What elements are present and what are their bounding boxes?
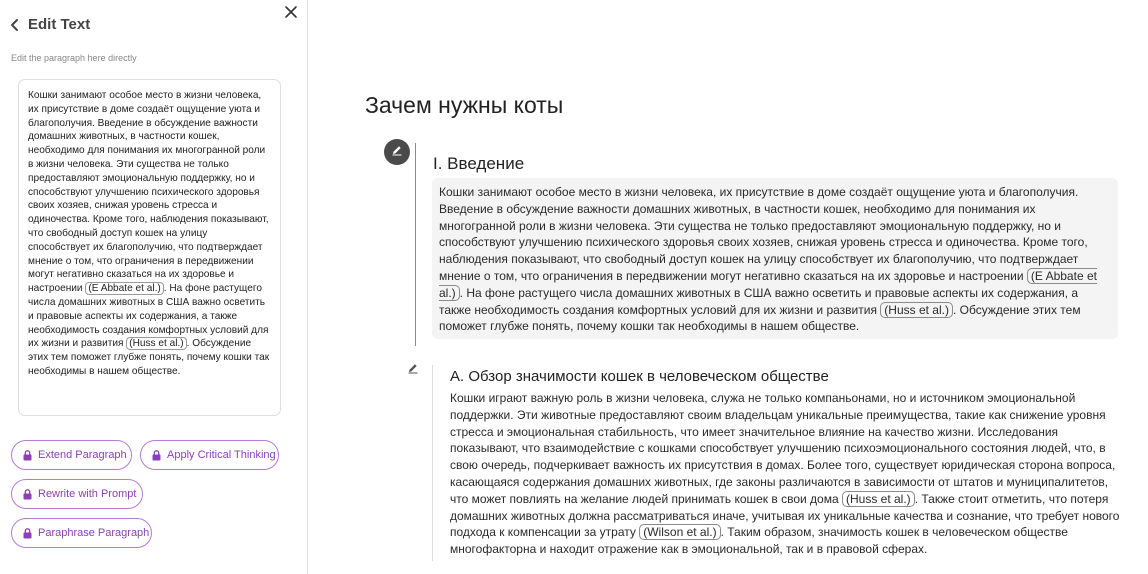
edit-text-panel [0,0,308,574]
citation[interactable]: (Wilson et al.) [639,524,720,540]
paragraph-text-part1: Кошки занимают особое место в жизни человека, их присутствие в доме создаёт ощущение уюта и благополучия. Введение в обсуждение важности домашних животных, в частности кошек, необходимо для понимания их многогранной роли в жизни человека. Эти существа не только предоставляют эмоциональную поддержку, но и способствуют улучшению психического здоровья своих хозяев, снижая уровень стресса и одиночества. Кроме того, наблюдения показывают, что свободный доступ кошек на улицу способствует их благополучию, что подтверждает мнение о том, что ограничения в передвижении могут негативно сказаться на их здоровье и настроении [28,90,269,295]
lock-icon [152,450,161,461]
section-text-part3: . Обсуждение этих тем поможет глубже понять, почему кошки так необходимы в нашем обществе. [439,302,1081,334]
paragraph-editor[interactable] [18,79,281,416]
subsection-heading: A. Обзор значимости кошек в человеческом обществе [450,368,829,385]
edit-section-button[interactable] [384,139,410,165]
subsection-text-part1: Кошки играют важную роль в жизни человека, служа не только компаньонами, но и источником эмоциональной поддержки. Эти животные предоставляют своим владельцам уникальные преимущества, такие как снижение уровня стресса и эмоциональная стабильность, что имеет значительное влияние на качество жизни. Исследования показывают, что взаимодействие с кошками способствует улучшению психоэмоционального состояния людей, что, в свою очередь, подчеркивает важность их присутствия в домах. Более того, существует юридическая сторона вопроса, касающаяся содержания домашних животных, где законы различаются в зависимости от штатов и муниципалитетов, что может повлиять на желание людей принимать кошек в свои дома [450,391,1116,506]
citation[interactable]: (Huss et al.) [842,491,915,507]
close-icon [282,8,300,25]
back-button[interactable] [8,16,90,33]
rewrite-with-prompt-button[interactable] [11,479,143,509]
section-active-line [415,143,416,346]
paragraph-text-part2: . На фоне растущего числа домашних животных в США важно осветить и правовые аспекты их содержания, а также необходимость создания комфортных условий для их жизни и развития [28,283,269,350]
section-paragraph[interactable] [432,178,1118,339]
lock-icon [23,450,32,461]
section-heading: I. Введение [433,154,525,173]
apply-critical-thinking-button[interactable] [140,440,279,470]
subsection-paragraph[interactable] [450,390,1122,558]
edit-subsection-button[interactable] [404,361,422,379]
panel-title: Edit Text [28,16,91,33]
close-button[interactable] [282,3,300,21]
section-text-part2: . На фоне растущего числа домашних животных в США важно осветить и правовые аспекты их содержания, а также необходимость создания комфортных условий для их жизни и развития [439,285,1079,317]
paragraph-text-part3: . Обсуждение этих тем поможет глубже понять, почему кошки так необходимы в нашем обществе. [28,338,270,377]
rewrite-with-prompt-label: Rewrite with Prompt [38,488,137,500]
lock-icon [23,489,32,500]
chevron-left-icon [8,18,22,32]
citation[interactable]: (Huss et al.) [880,302,953,318]
subsection-text-part3: . Таким образом, значимость кошек в человеческом обществе многофакторна и находит отражение как в эмоциональной, так и в правовой сферах. [450,525,1068,557]
lock-icon [23,528,32,539]
paragraph-citation: (E Abbate et al.) [85,282,163,295]
paraphrase-paragraph-button[interactable] [11,518,152,548]
subsection-text-part2: . Также стоит отметить, что потеря домашних животных должна рассматриваться иначе, учитывая их уникальные качества и сознание, что требует нового подхода к компенсации за утрату [450,491,1120,540]
subsection-line [432,365,433,561]
section-text-part1: Кошки занимают особое место в жизни человека, их присутствие в доме создаёт ощущение уюта и благополучия. Введение в обсуждение важности домашних животных, в частности кошек, необходимо для понимания их многогранной роли в жизни человека. Эти существа не только предоставляют эмоциональную поддержку, но и способствуют улучшению психического здоровья своих хозяев, снижая уровень стресса и одиночества. Кроме того, наблюдения показывают, что свободный доступ кошек на улицу способствует их благополучию, что подтверждает мнение о том, что ограничения в передвижении могут негативно сказаться на их здоровье и настроении [439,185,1088,283]
pencil-icon [391,143,403,161]
panel-subtitle: Edit the paragraph here directly [11,53,137,63]
apply-critical-thinking-label: Apply Critical Thinking [167,449,276,461]
paraphrase-paragraph-label: Paraphrase Paragraph [38,527,150,539]
pencil-icon [407,361,419,379]
extend-paragraph-label: Extend Paragraph [38,449,127,461]
extend-paragraph-button[interactable] [11,440,132,470]
paragraph-citation: (Huss et al.) [126,337,186,350]
document-title: Зачем нужны коты [365,92,564,118]
citation[interactable]: (E Abbate et al.) [439,268,1097,300]
